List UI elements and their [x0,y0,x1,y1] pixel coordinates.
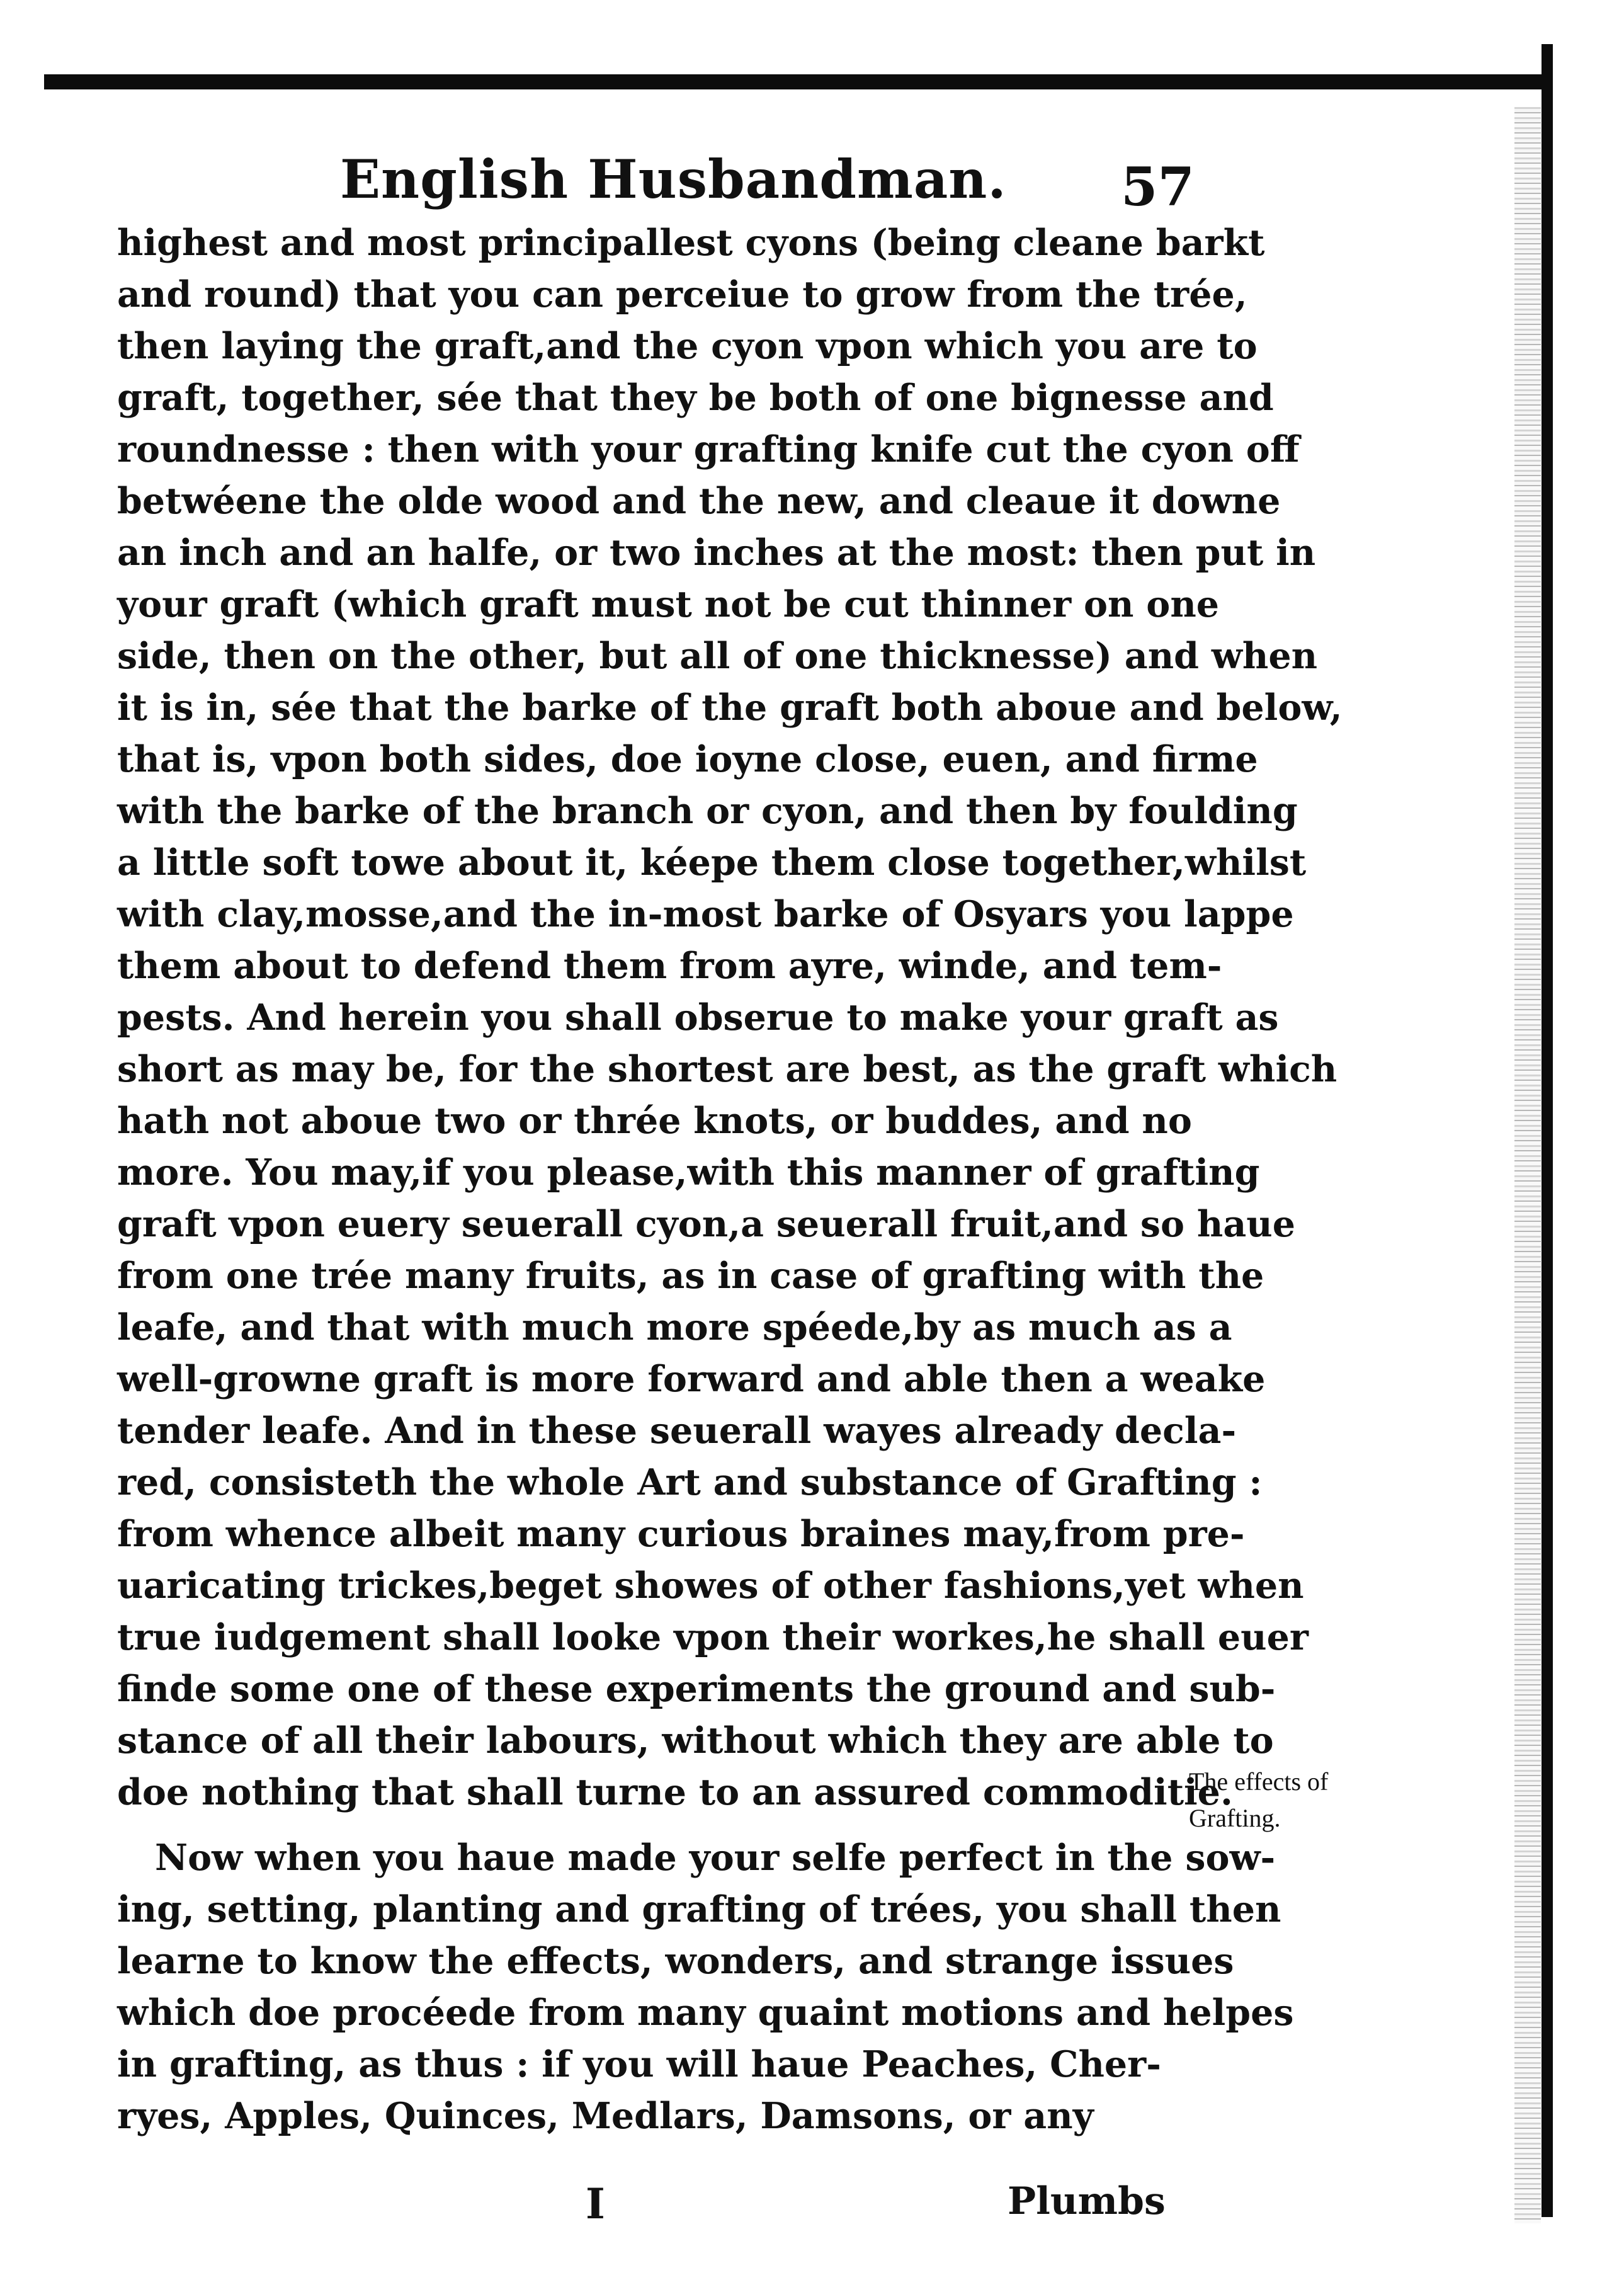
paragraph-effects-of-grafting [117,1832,1294,2142]
page-edge-shadow [1514,107,1541,2223]
text-line: finde some one of these experiments the ground and sub- [117,1668,1276,1710]
text-line: them about to defend them from ayre, winde, and tem- [117,945,1222,987]
text-line: hath not aboue two or thrée knots, or buddes, and no [117,1100,1192,1142]
text-line: well-growne graft is more forward and able then a weake [117,1358,1266,1400]
text-line: that is, vpon both sides, doe ioyne close, euen, and firme [117,738,1258,780]
text-line: betwéene the olde wood and the new, and cleaue it downe [117,480,1281,522]
text-line: red, consisteth the whole Art and substance of Grafting : [117,1461,1263,1503]
page-header [0,148,1259,217]
margin-note-line: The effects of [1189,1767,1329,1796]
text-line: side, then on the other, but all of one thicknesse) and when [117,635,1318,677]
text-line: then laying the graft,and the cyon vpon which you are to [117,325,1258,367]
text-line: with the barke of the branch or cyon, and then by foulding [117,790,1298,832]
text-line: leafe, and that with much more spéede,by as much as a [117,1306,1232,1348]
page-footer [0,2179,1259,2236]
text-line: it is in, sée that the barke of the graft both aboue and below, [117,687,1343,729]
text-line: stance of all their labours, without which they are able to [117,1719,1274,1762]
signature-mark: I [586,2179,605,2228]
text-line: ing, setting, planting and grafting of trées, you shall then [117,1888,1281,1930]
text-line: graft vpon euery seuerall cyon,a seuerall fruit,and so haue [117,1203,1295,1245]
margin-note [1189,1764,1378,1837]
margin-note-line: Grafting. [1189,1804,1281,1832]
text-line: from one trée many fruits, as in case of grafting with the [117,1255,1264,1297]
text-line: tender leafe. And in these seuerall wayes already decla- [117,1410,1237,1452]
paragraph-gap [117,1818,1188,1832]
text-line: uaricating trickes,beget showes of other fashions,yet when [117,1565,1304,1607]
text-line: roundnesse : then with your grafting knife cut the cyon off [117,428,1300,470]
text-line: ryes, Apples, Quinces, Medlars, Damsons, or any [117,2095,1094,2137]
text-line: from whence albeit many curious braines may,from pre- [117,1513,1245,1555]
text-line: in grafting, as thus : if you will haue Peaches, Cher- [117,2043,1161,2085]
text-line: with clay,mosse,and the in-most barke of Osyars you lappe [117,893,1294,935]
text-line: highest and most principallest cyons (being cleane barkt [117,222,1265,264]
text-line: Now when you haue made your selfe perfect in the sow- [155,1837,1276,1879]
text-line: an inch and an halfe, or two inches at the most: then put in [117,532,1316,574]
top-rule [44,74,1549,89]
text-line: learne to know the effects, wonders, and strange issues [117,1940,1234,1982]
text-line: your graft (which graft must not be cut thinner on one [117,583,1220,625]
catchword: Plumbs [1008,2179,1166,2223]
running-title: English Husbandman. [340,148,1007,210]
page-number: 57 [1121,156,1195,218]
text-line: a little soft towe about it, kéepe them close together,whilst [117,841,1307,884]
text-line: doe nothing that shall turne to an assured commoditie. [117,1771,1233,1813]
text-line: which doe procéede from many quaint motions and helpes [117,1992,1294,2034]
text-line: graft, together, sée that they be both of one bignesse and [117,377,1274,419]
text-line: short as may be, for the shortest are best, as the graft which [117,1048,1337,1090]
text-line: pests. And herein you shall obserue to make your graft as [117,996,1279,1039]
text-line: and round) that you can perceiue to grow from the trée, [117,273,1247,316]
text-line: true iudgement shall looke vpon their workes,he shall euer [117,1616,1309,1658]
text-line: more. You may,if you please,with this manner of grafting [117,1151,1260,1194]
right-page-edge [1542,44,1553,2217]
